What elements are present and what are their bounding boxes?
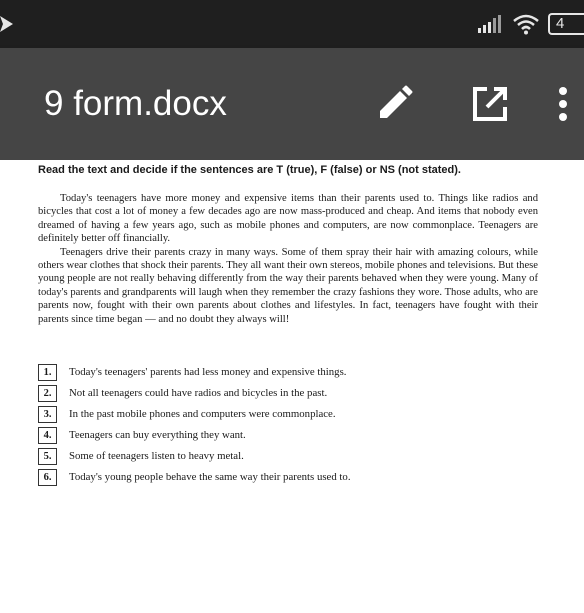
statement-text: Today's young people behave the same way their parents used to.: [69, 471, 351, 483]
telegram-icon: [0, 12, 14, 36]
statement-item: [38, 467, 351, 487]
more-options-button[interactable]: [556, 82, 584, 126]
statement-item: [38, 362, 351, 382]
open-external-button[interactable]: [468, 82, 512, 126]
app-bar: [0, 48, 584, 160]
edit-icon: [374, 84, 414, 124]
statement-text: Teenagers can buy everything they want.: [69, 429, 246, 441]
statement-number: 1.: [38, 364, 57, 381]
passage-paragraph: Today's teenagers have more money and expensive items than their parents used to. Things like radios and bicycles that cost a lot of money a few decades ago are now mass-produced and cheap. And items that nobody even dreamed of having a few years ago, such as mobile phones and computers, are now commonplace. Teenagers are definitely better off financially.: [38, 193, 538, 245]
task-instruction: Read the text and decide if the sentences are T (true), F (false) or NS (not stated).: [38, 164, 461, 176]
reading-passage: [38, 192, 538, 326]
statement-item: [38, 446, 351, 466]
statement-number: 6.: [38, 469, 57, 486]
edit-button[interactable]: [372, 82, 416, 126]
status-bar: [0, 0, 584, 48]
statement-text: Some of teenagers listen to heavy metal.: [69, 450, 244, 462]
statement-list: [38, 362, 351, 488]
wifi-icon: [512, 13, 540, 35]
statement-number: 3.: [38, 406, 57, 423]
status-icons: [476, 10, 584, 38]
passage-paragraph: Teenagers drive their parents crazy in many ways. Some of them spray their hair with amazing colours, while others wear clothes that shock their parents. They all want their own stereos, mobile phones and televisions. But these young people are not really behaving differently from the way their parents behaved when they were young. Many of today's parents and grandparents will laugh when they remember the crazy fashions they wore. Those adults, who are parents now, fought with their own parents about clothes and lifestyles. In fact, teenagers have fought with their parents since time began — and no doubt they always will!: [38, 246, 538, 325]
statement-item: [38, 404, 351, 424]
more-vert-icon: [556, 84, 570, 124]
battery-level-text: 4: [556, 15, 565, 32]
statement-text: In the past mobile phones and computers were commonplace.: [69, 408, 336, 420]
statement-text: Not all teenagers could have radios and bicycles in the past.: [69, 387, 328, 399]
statement-item: [38, 425, 351, 445]
battery-icon: [548, 13, 584, 35]
signal-icon: [476, 14, 504, 34]
open-external-icon: [470, 84, 510, 124]
statement-number: 4.: [38, 427, 57, 444]
statement-item: [38, 383, 351, 403]
statement-number: 5.: [38, 448, 57, 465]
statement-number: 2.: [38, 385, 57, 402]
document-viewer[interactable]: [0, 160, 584, 613]
statement-text: Today's teenagers' parents had less money and expensive things.: [69, 366, 347, 378]
document-title: 9 form.docx: [44, 84, 227, 123]
